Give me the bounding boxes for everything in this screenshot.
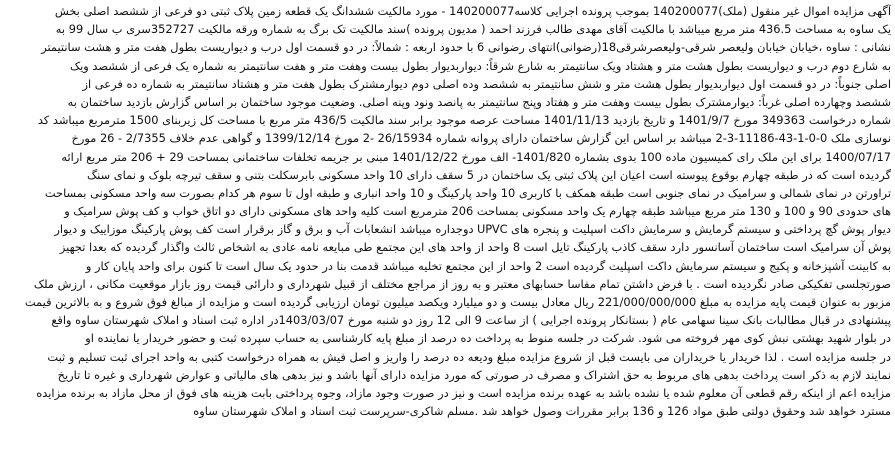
notice-line: شماره درخواست 349363 مورخ 1401/9/7 و تاریخ بازدید 1401/11/13 مساحت عرصه موجود برابر سند مالکیت 436/5 متر مربع با مساحت کل زیربنای 1500 مترمربع میباشد کد	[37, 113, 891, 128]
notice-line: دیوار پوش گچ پرداختی و سیستم گرمایش و سرمایش داکت اسپلیت و پنجره های UPVC دوجداره میباشد انشعابات آب و برق و گاز برقرار است کف پوش پارکینگ موزاییک و دیوار	[54, 222, 891, 237]
notice-line: نوسازی ملک 0-0-1-43-11186-3-2 میباشد بر اساس این گزارش ساختمان دارای پروانه شماره 26/15934 -2 مورخ 1399/12/14 و گواهی عدم خلاف 2/7355 - 26 مورخ	[71, 131, 891, 146]
notice-line: پیشنهادی در قبال مطالبات بانک سینا سهامی عام ( بستانکار پرونده اجرایی ) از ساعت 9 الی 12 روز دو شنبه مورخ 1403/03/07در اداره ثبت اسناد و املاک شهرستان ساوه واقع	[51, 313, 891, 328]
notice-line: نمایند لازم به ذکر است پرداخت بدهی های مربوط به حق اشتراک و مصرف در صورتی که مورد مزایده دارای آنها باشد و نیز بدهی های مالیاتی و عوارض شهرداری و غیره تا تاریخ	[57, 367, 891, 382]
notice-line: آگهی مزایده اموال غیر منقول (ملک)140200077 بموجب پرونده اجرایی کلاسه140200077 - مورد مالکیت ششدانگ یک قطعه زمین پلاک ثبتی دو فرعی از ششصد اصلی بخش	[54, 4, 891, 18]
notice-line: نشانی : ساوه ،خیابان خیابان ولیعصر شرقی-ولیعصرشرقی18(رضوانی)انتهای رضوانی 6 با حدود اربعه : شمالاً: در دو قسمت اول درب و دیواریست بطول هفت متر و هشت سانتیمتر	[41, 40, 891, 55]
notice-line: مزبور به عنوان قیمت پایه مزایده به مبلغ 221/000/000/000 ریال معادل بیست و دو میلیارد ویکصد میلیون تومان ارزیابی گردیده است و مزایده از مبالغ فوق شروع و به بالاترین قیمت	[24, 295, 891, 309]
notice-line: صورتجلسی تفکیکی صادر نگردیده است . با فرض داشتن تمام مفاسا حسابهای معتبر و به روز از مراجع مختلف از قبیل شهرداری و دارائی قیمت روز بازار موقعیت مکانی ، ارزش ملک	[33, 276, 891, 291]
notice-line: گردیده است که در طبقه چهارم بوقوع پیوسته است اعیان این پلاک ثبتی یک ساختمان در 5 سقف دارای 10 واحد مسکونی بابرسکلت بتنی و سقف تیرچه بلوک و نمای سنگ	[86, 167, 891, 182]
notice-line: 1400/07/17 برای این ملک رای کمیسیون ماده 100 بدوی بشماره 1401/820- الف مورخ 1401/12/22 مبنی بر جریمه تخلفات ساختمانی بمساحت 29 + 206 متر مربع ارائه	[61, 149, 891, 164]
notice-line: مسترد خواهد شد وحقوق دولتی طبق مواد 126 و 136 برابر مقررات وصول خواهد شد .مسلم شاکری-سرپرست ثبت اسناد و املاک شهرستان ساوه	[193, 404, 891, 419]
notice-line: به شارع دوم درب و دیواریست بطول هشت متر و هشتاد ویک سانتیمتر به شارع شرقاً: دیواربدیوار بطول بیست وهفت متر و هفت سانتیمتر به شماره یک فرعی از ششصد ویک	[69, 58, 891, 73]
notice-line: پوش آن سرامیک است ساختمان آسانسور دارد سقف کاذب پارکینگ تایل است 8 واحد از واحد های این مجتمع طی مبایعه نامه عادی به اشخاص ثالث واگذار گردیده که بعدا تجهیز	[59, 240, 891, 255]
notice-line: یک ساوه به مساحت 436.5 متر مربع میباشد با مالکیت آقای مهدی طالب فرزند احمد ( مدیون پرونده )سند مالکیت تک برگ به شماره ورقه مالکیت 352727سری ب سال 99 به	[55, 22, 891, 37]
notice-line: های حدودی 90 و 100 و 130 متر مربع میباشد طبقه چهارم یک واحد مسکونی بمساحت 206 مترمربع است کلیه واحد های مسکونی دارای دو اتاق خواب و کف پوش سرامیک و	[64, 204, 891, 219]
notice-line: تراورتن در نمای شمالی و سرامیک در نمای جنوبی است طبقه همکف با کاربری 10 واحد پارکینگ و 10 واحد انباری و طبقه اول تا سوم هر کدام بصورت سه واحد مسکونی بمساحت	[44, 185, 891, 200]
notice-line: در بلوار شهید بهشتی نبش کوی مهر فروخته می شود. شرکت در جلسه منوط به پرداخت ده درصد از مبلغ پایه کارشناسی به حساب سپرده ثبت و حضور خریدار یا نماینده او	[85, 331, 891, 346]
notice-line: مزایده اعم از اینکه رقم قطعی آن معلوم شده یا نشده باشد به عهده برنده مزایده است و نیز در صورت وجود مازاد، وجوه پرداختی بابت هزینه های فوق از محل مازاد به برنده مزایده	[36, 385, 891, 400]
notice-line: به کابینت آشپزخانه و پکیج و سیستم سرمایش داکت اسپلیت گردیده است 2 واحد از این مجتمع تخلیه میباشد قدمت بنا در حدود یک سال است تا کنون برای واحد پایان کار و	[85, 258, 891, 273]
notice-line: در جلسه مزایده است . لذا خریدار یا خریداران می بایست قبل از شروع مزایده مبلغ ودیعه ده درصد را واریز و اصل فیش به همراه درخواست کتبی به واحد اجرای ثبت تسلیم و ثبت	[47, 349, 891, 364]
notice-line: اصلی جنوباً: در دو قسمت اول دیواربدیوار بطول هشت متر و شش سانتیمتر به ششصد وده اصلی دوم دیوارمشترک بطول هفت متر و هشتاد سانتیمتر به شماره ده فرعی از	[82, 76, 891, 91]
notice-line: ششصد وچهارده اصلی غرباً: دیوارمشترک بطول بیست وهفت متر و هفتاد وپنج سانتیمتر به پانصد ونود وپنه اصلی. وضعیت موجود ساختمان بر اساس گزارش بازدید ساختمان به	[67, 94, 891, 109]
